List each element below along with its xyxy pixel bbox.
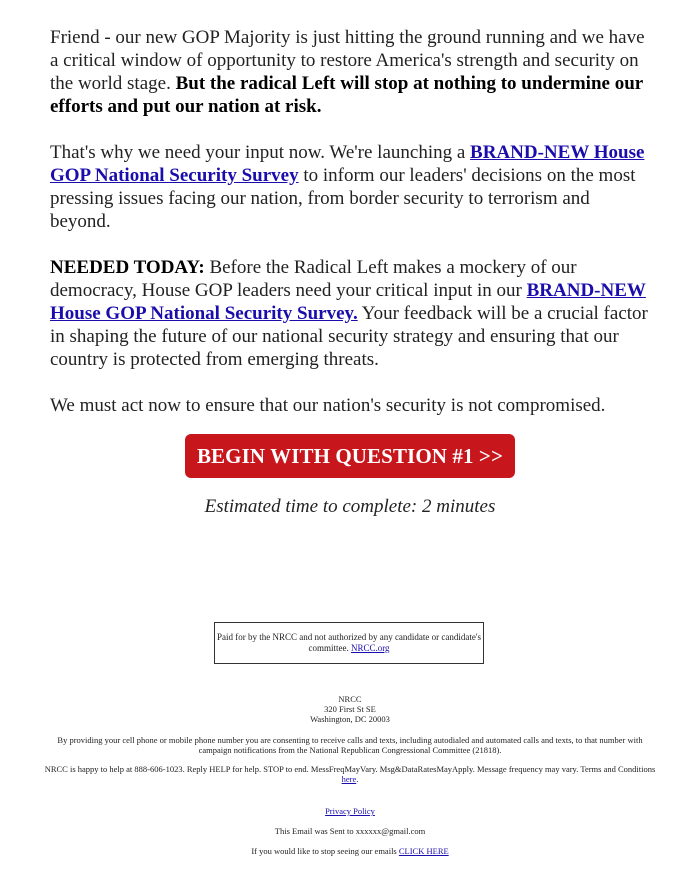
survey-link[interactable]: BRAND-NEW House GOP National Security Survey — [50, 142, 645, 186]
cta-container — [0, 434, 700, 478]
unsubscribe-prefix: If you would like to stop seeing our emails — [251, 846, 399, 856]
survey-link-2[interactable]: BRAND-NEW House GOP National Security Survey. — [50, 280, 646, 324]
privacy-container — [40, 806, 660, 816]
paragraph-intro — [50, 26, 650, 118]
needed-today-label: NEEDED TODAY: — [50, 257, 205, 278]
begin-survey-button[interactable]: BEGIN WITH QUESTION #1 >> — [185, 434, 515, 478]
sms-consent-text: By providing your cell phone or mobile phone number you are consenting to receive calls and texts, including autodialed and automated calls and texts, to that number with campaign notifications from the National Republican Congressional Committee (21818). — [57, 735, 643, 755]
paid-for-disclaimer — [214, 622, 484, 664]
paragraph-act-now: We must act now to ensure that our nation's security is not compromised. — [50, 395, 606, 416]
privacy-policy-link[interactable]: Privacy Policy — [325, 806, 375, 816]
unsubscribe-text — [40, 846, 660, 856]
org-name: NRCC — [338, 694, 362, 704]
email-body — [50, 26, 650, 417]
paragraph-needed — [50, 256, 650, 371]
survey-text-after: to inform our leaders' decisions on the most pressing issues facing our nation, from border security to terrorism and beyond. — [50, 165, 636, 232]
city-address: Washington, DC 20003 — [310, 714, 390, 724]
disclaimer-text: Paid for by the NRCC and not authorized by any candidate or candidate's committee. — [216, 632, 482, 653]
estimated-time: Estimated time to complete: 2 minutes — [204, 496, 496, 517]
intro-text: Friend - our new GOP Majority is just hitting the ground running and we have a critical window of opportunity to restore America's strength and security on the world stage. — [50, 27, 645, 94]
survey-text-before: That's why we need your input now. We're launching a — [50, 142, 471, 163]
needed-text-after: Your feedback will be a crucial factor in shaping the future of our national security strategy and ensuring that our country is protected from emerging threats. — [50, 303, 648, 370]
paragraph-survey — [50, 141, 650, 233]
help-end: . — [356, 774, 359, 784]
nrcc-link[interactable]: NRCC.org — [350, 643, 390, 653]
street-address: 320 First St SE — [324, 704, 376, 714]
sent-to-text: This Email was Sent to xxxxxx@gmail.com — [274, 826, 426, 836]
unsubscribe-link[interactable]: CLICK HERE — [398, 846, 449, 856]
help-body: NRCC is happy to help at 888-606-1023. Reply HELP for help. STOP to end. MessFreqMayVary. Msg&DataRatesMayApply. Message frequency may vary. Terms and Conditions — [44, 764, 656, 774]
terms-link[interactable]: here — [341, 774, 357, 784]
needed-text-before: Before the Radical Left makes a mockery of our democracy, House GOP leaders need your critical input in our — [50, 257, 577, 301]
mailing-address — [40, 694, 660, 724]
help-text — [40, 764, 660, 784]
intro-bold-text: But the radical Left will stop at nothing to undermine our efforts and put our nation at risk. — [50, 73, 643, 117]
